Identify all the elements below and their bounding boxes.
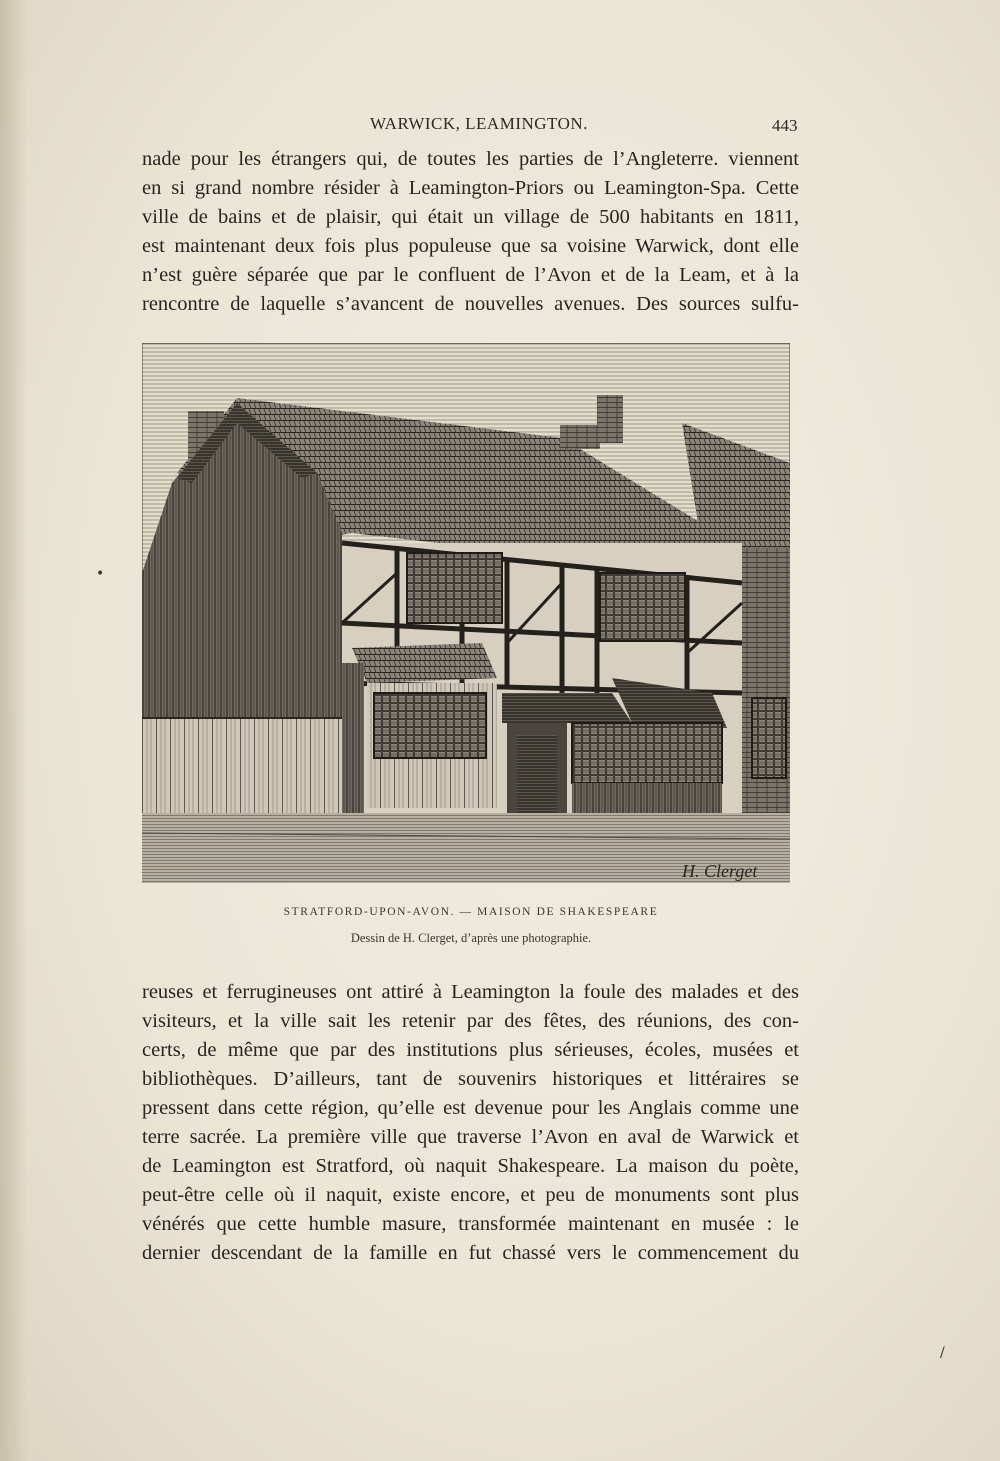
text-line: certs, de même que par des institutions plus sérieuses, écoles, musées et <box>142 1039 799 1061</box>
text-line: n’est guère séparée que par le confluent de l’Avon et de la Leam, et à la <box>142 264 799 286</box>
pencil-mark: / <box>940 1345 945 1361</box>
text-line: ville de bains et de plaisir, qui était un village de 500 habitants en 1811, <box>142 206 799 228</box>
ink-speck: • <box>96 566 105 582</box>
paragraph-bottom <box>142 978 799 1268</box>
text-line: bibliothèques. D’ailleurs, tant de souvenirs historiques et littéraires se <box>142 1068 799 1090</box>
text-line: est maintenant deux fois plus populeuse que sa voisine Warwick, dont elle <box>142 235 799 257</box>
text-line: nade pour les étrangers qui, de toutes les parties de l’Angleterre. viennent <box>142 148 799 170</box>
gate-post <box>342 663 364 813</box>
text-line: visiteurs, et la ville sait les retenir par des fêtes, des réunions, des con- <box>142 1010 799 1032</box>
shop-window <box>572 723 722 783</box>
text-line: reuses et ferrugineuses ont attiré à Leamington la foule des malades et des <box>142 981 799 1003</box>
page-number: 443 <box>772 116 798 135</box>
shakespeare-house-engraving <box>142 343 790 883</box>
figure-caption-credit: Dessin de H. Clerget, d’après une photographie. <box>350 931 592 945</box>
text-line: vénérés que cette humble masure, transformée maintenant en musée : le <box>142 1213 799 1235</box>
door <box>517 735 557 813</box>
lower-window <box>374 693 486 758</box>
text-line: dernier descendant de la famille en fut chassé vers le commencement du <box>142 1242 799 1264</box>
text-line: pressent dans cette région, qu’elle est devenue pour les Anglais comme une <box>142 1097 799 1119</box>
shop-base <box>572 783 722 813</box>
engraving-figure <box>142 343 790 883</box>
text-line: peut-être celle où il naquit, existe encore, et peu de monuments sont plus <box>142 1184 799 1206</box>
text-line: de Leamington est Stratford, où naquit Shakespeare. La maison du poète, <box>142 1155 799 1177</box>
artist-signature: H. Clerget <box>682 861 758 881</box>
page-gutter-shadow <box>0 0 28 1461</box>
chimney <box>597 395 623 443</box>
side-window <box>752 698 786 778</box>
bay-roof <box>352 643 497 683</box>
paragraph-top <box>142 145 799 319</box>
text-line: terre sacrée. La première ville que traverse l’Avon en aval de Warwick et <box>142 1126 799 1148</box>
text-line: en si grand nombre résider à Leamington-Priors ou Leamington-Spa. Cette <box>142 177 799 199</box>
shop-canopy <box>502 693 632 723</box>
upper-window <box>407 553 502 623</box>
upper-window <box>600 573 685 641</box>
running-head: WARWICK, LEAMINGTON. <box>370 114 588 133</box>
figure-caption-title: STRATFORD-UPON-AVON. — MAISON DE SHAKESPEARE <box>283 906 659 918</box>
text-line: rencontre de laquelle s’avancent de nouvelles avenues. Des sources sulfu- <box>142 293 799 315</box>
chimney-base <box>560 425 600 449</box>
